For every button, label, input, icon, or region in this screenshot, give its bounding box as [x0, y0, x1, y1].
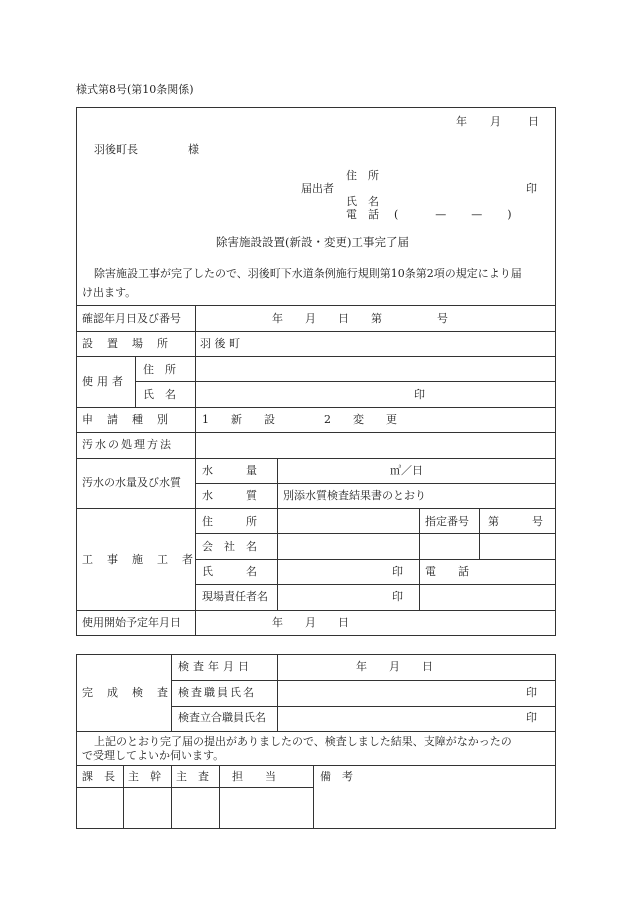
company-name-label: 会 社 名	[202, 540, 257, 553]
approval-inspector: 主 査	[176, 770, 209, 783]
column-divider	[195, 305, 196, 636]
user-label: 使用者	[82, 375, 127, 388]
row-divider	[195, 559, 556, 560]
notifier-phone-label: 電 話	[346, 208, 379, 221]
approval-section-chief: 課 長	[82, 770, 115, 783]
quantity-unit: ㎥／日	[390, 464, 423, 477]
application-option-new: 1 新 設	[202, 413, 275, 426]
addressee-name: 羽後町長	[94, 143, 138, 156]
quantity-quality-label: 汚水の水量及び水質	[82, 476, 181, 489]
form-number-label: 様式第8号(第10条関係)	[76, 83, 194, 96]
row-divider	[76, 356, 556, 357]
date-month-label: 月	[490, 115, 501, 128]
column-divider	[313, 765, 314, 829]
user-name-label: 氏 名	[143, 388, 176, 401]
contractor-phone-label: 電 話	[425, 565, 469, 578]
date-year-label: 年	[456, 115, 467, 128]
addressee-honorific: 様	[188, 143, 199, 156]
site-manager-label: 現場責任者名	[202, 590, 268, 603]
user-address-label: 住 所	[143, 363, 176, 376]
quality-value: 別添水質検査結果書のとおり	[283, 489, 426, 502]
column-divider	[277, 654, 278, 731]
designation-number-value: 第 号	[488, 515, 543, 528]
column-divider	[219, 765, 220, 829]
location-label: 設置場所	[82, 337, 182, 350]
row-divider	[171, 680, 556, 681]
document-title: 除害施設設置(新設・変更)工事完了届	[216, 235, 409, 249]
witness-seal: 印	[526, 711, 537, 724]
notifier-name-label: 氏 名	[346, 195, 379, 208]
start-date-label: 使用開始予定年月日	[82, 616, 181, 629]
row-divider	[76, 331, 556, 332]
approval-staff: 担 当	[232, 770, 276, 783]
inspector-name-label: 検査職員氏名	[178, 686, 256, 699]
notifier-address-label: 住 所	[346, 169, 379, 182]
row-divider	[76, 305, 556, 306]
row-divider	[195, 483, 556, 484]
row-divider	[76, 610, 556, 611]
column-divider	[277, 458, 278, 610]
inspection-date-value: 年 月 日	[356, 660, 433, 673]
row-divider	[76, 508, 556, 509]
row-divider	[135, 381, 556, 382]
quality-label: 水 質	[202, 489, 257, 502]
confirm-value: 年 月 日 第 号	[272, 312, 448, 325]
notifier-title: 届出者	[301, 182, 334, 195]
column-divider	[171, 765, 172, 829]
row-divider	[171, 706, 556, 707]
application-option-change: 2 変 更	[324, 413, 397, 426]
date-day-label: 日	[528, 115, 539, 128]
contractor-label: 工事施工者	[82, 553, 207, 566]
row-divider	[195, 533, 556, 534]
application-type-label: 申請種別	[82, 413, 182, 426]
contractor-name-label: 氏 名	[202, 565, 257, 578]
designation-number-label: 指定番号	[425, 515, 469, 528]
witness-name-label: 検査立合職員氏名	[178, 711, 266, 724]
row-divider	[76, 765, 556, 766]
row-divider	[76, 731, 556, 732]
treatment-method-label: 汚水の処理方法	[82, 438, 173, 451]
column-divider	[123, 765, 124, 829]
confirm-label: 確認年月日及び番号	[82, 312, 181, 325]
contractor-seal: 印	[392, 565, 403, 578]
contractor-address-label: 住 所	[202, 515, 257, 528]
approval-chief-officer: 主 幹	[128, 770, 161, 783]
quantity-label: 水 量	[202, 464, 257, 477]
row-divider	[76, 432, 556, 433]
user-seal: 印	[414, 388, 425, 401]
column-divider	[135, 356, 136, 407]
notifier-phone-format: ( — — )	[394, 208, 513, 221]
inspection-date-label: 検査年月日	[178, 660, 253, 673]
inspection-note-line1: 上記のとおり完了届の提出がありましたので、検査しました結果、支障がなかったの	[94, 735, 512, 748]
inspector-seal: 印	[526, 686, 537, 699]
column-divider	[479, 508, 480, 559]
row-divider	[195, 584, 556, 585]
notifier-seal: 印	[526, 182, 537, 195]
start-date-value: 年 月 日	[272, 616, 349, 629]
body-text-line1: 除害施設工事が完了したので、羽後町下水道条例施行規則第10条第2項の規定により届	[94, 267, 522, 280]
column-divider	[419, 508, 420, 610]
body-text-line2: け出ます。	[82, 286, 137, 299]
inspection-note-line2: で受理してよいか伺います。	[82, 749, 225, 762]
row-divider	[76, 787, 313, 788]
remarks-label: 備 考	[320, 770, 353, 783]
location-value: 羽 後 町	[200, 337, 240, 350]
row-divider	[76, 407, 556, 408]
row-divider	[76, 458, 556, 459]
inspection-label: 完成検査	[82, 686, 182, 699]
site-manager-seal: 印	[392, 590, 403, 603]
